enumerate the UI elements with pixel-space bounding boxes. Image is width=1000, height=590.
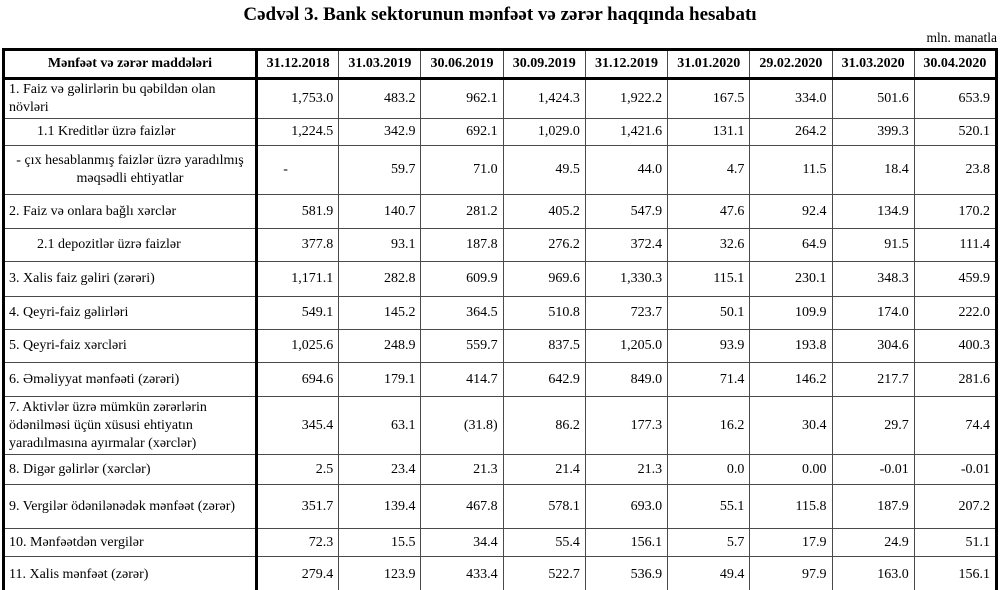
value-cell: 187.9 xyxy=(832,485,914,529)
value-cell: 334.0 xyxy=(750,79,832,119)
header-row xyxy=(4,50,997,79)
value-cell: 55.4 xyxy=(503,529,585,557)
value-cell: 64.9 xyxy=(750,229,832,262)
value-cell: 264.2 xyxy=(750,119,832,146)
value-cell: 433.4 xyxy=(421,557,503,590)
value-cell: 723.7 xyxy=(585,297,667,330)
value-cell: 549.1 xyxy=(257,297,339,330)
value-cell: 111.4 xyxy=(914,229,996,262)
value-cell: 694.6 xyxy=(257,363,339,397)
row-label: 7. Aktivlər üzrə mümkün zərərlərin ödənilməsi üçün xüsusi ehtiyatın yaradılmasına ayırmalar (xərclər) xyxy=(4,397,257,455)
value-cell: 167.5 xyxy=(668,79,750,119)
value-cell: 279.4 xyxy=(257,557,339,590)
value-cell: 282.8 xyxy=(339,262,421,297)
value-cell: 177.3 xyxy=(585,397,667,455)
row-label: 2.1 depozitlər üzrə faizlər xyxy=(4,229,257,262)
value-cell: 1,330.3 xyxy=(585,262,667,297)
value-cell: 50.1 xyxy=(668,297,750,330)
table-row xyxy=(4,262,997,297)
value-cell: 59.7 xyxy=(339,146,421,195)
value-cell: 248.9 xyxy=(339,330,421,363)
table-row xyxy=(4,397,997,455)
value-cell: 837.5 xyxy=(503,330,585,363)
value-cell: 207.2 xyxy=(914,485,996,529)
date-column-header: 29.02.2020 xyxy=(750,50,832,79)
value-cell: 222.0 xyxy=(914,297,996,330)
value-cell: 123.9 xyxy=(339,557,421,590)
value-cell: 642.9 xyxy=(503,363,585,397)
value-cell: 304.6 xyxy=(832,330,914,363)
value-cell: 348.3 xyxy=(832,262,914,297)
value-cell: 1,029.0 xyxy=(503,119,585,146)
value-cell: 15.5 xyxy=(339,529,421,557)
value-cell: 653.9 xyxy=(914,79,996,119)
value-cell: 345.4 xyxy=(257,397,339,455)
value-cell: 520.1 xyxy=(914,119,996,146)
value-cell: (31.8) xyxy=(421,397,503,455)
date-column-header: 31.12.2018 xyxy=(257,50,339,79)
value-cell: 217.7 xyxy=(832,363,914,397)
value-cell: 170.2 xyxy=(914,195,996,229)
value-cell: 32.6 xyxy=(668,229,750,262)
row-label: 4. Qeyri-faiz gəlirləri xyxy=(4,297,257,330)
value-cell: 693.0 xyxy=(585,485,667,529)
value-cell: 140.7 xyxy=(339,195,421,229)
row-label: 3. Xalis faiz gəliri (zərəri) xyxy=(4,262,257,297)
value-cell: 23.8 xyxy=(914,146,996,195)
value-cell: 692.1 xyxy=(421,119,503,146)
value-cell: 281.2 xyxy=(421,195,503,229)
value-cell: 44.0 xyxy=(585,146,667,195)
value-cell: 609.9 xyxy=(421,262,503,297)
value-cell: 156.1 xyxy=(914,557,996,590)
value-cell: 179.1 xyxy=(339,363,421,397)
value-cell: 1,922.2 xyxy=(585,79,667,119)
value-cell: 49.4 xyxy=(668,557,750,590)
value-cell: 581.9 xyxy=(257,195,339,229)
value-cell: 93.1 xyxy=(339,229,421,262)
table-row xyxy=(4,297,997,330)
value-cell: 536.9 xyxy=(585,557,667,590)
value-cell: - xyxy=(257,146,339,195)
value-cell: 163.0 xyxy=(832,557,914,590)
value-cell: 109.9 xyxy=(750,297,832,330)
row-label: 5. Qeyri-faiz xərcləri xyxy=(4,330,257,363)
value-cell: 483.2 xyxy=(339,79,421,119)
value-cell: 400.3 xyxy=(914,330,996,363)
value-cell: 342.9 xyxy=(339,119,421,146)
value-cell: 405.2 xyxy=(503,195,585,229)
value-cell: 1,025.6 xyxy=(257,330,339,363)
date-column-header: 31.12.2019 xyxy=(585,50,667,79)
value-cell: 51.1 xyxy=(914,529,996,557)
page-title: Cədvəl 3. Bank sektorunun mənfəət və zərər haqqında hesabatı xyxy=(243,4,757,25)
value-cell: 1,753.0 xyxy=(257,79,339,119)
table-row xyxy=(4,79,997,119)
value-cell: 193.8 xyxy=(750,330,832,363)
value-cell: 2.5 xyxy=(257,455,339,485)
table-row xyxy=(4,229,997,262)
value-cell: 16.2 xyxy=(668,397,750,455)
profit-loss-table xyxy=(2,48,998,590)
value-cell: 510.8 xyxy=(503,297,585,330)
value-cell: 134.9 xyxy=(832,195,914,229)
date-column-header: 30.04.2020 xyxy=(914,50,996,79)
value-cell: 414.7 xyxy=(421,363,503,397)
value-cell: 93.9 xyxy=(668,330,750,363)
value-cell: 230.1 xyxy=(750,262,832,297)
value-cell: 849.0 xyxy=(585,363,667,397)
row-label: 10. Mənfəətdən vergilər xyxy=(4,529,257,557)
date-column-header: 31.01.2020 xyxy=(668,50,750,79)
value-cell: 5.7 xyxy=(668,529,750,557)
value-cell: 29.7 xyxy=(832,397,914,455)
value-cell: 23.4 xyxy=(339,455,421,485)
value-cell: 174.0 xyxy=(832,297,914,330)
value-cell: 1,205.0 xyxy=(585,330,667,363)
value-cell: 146.2 xyxy=(750,363,832,397)
value-cell: 459.9 xyxy=(914,262,996,297)
value-cell: 71.0 xyxy=(421,146,503,195)
value-cell: 34.4 xyxy=(421,529,503,557)
date-column-header: 31.03.2020 xyxy=(832,50,914,79)
table-row xyxy=(4,363,997,397)
value-cell: 63.1 xyxy=(339,397,421,455)
value-cell: 18.4 xyxy=(832,146,914,195)
value-cell: 92.4 xyxy=(750,195,832,229)
row-label: 2. Faiz və onlara bağlı xərclər xyxy=(4,195,257,229)
table-head xyxy=(4,50,997,79)
row-label: 1.1 Kreditlər üzrə faizlər xyxy=(4,119,257,146)
date-column-header: 30.06.2019 xyxy=(421,50,503,79)
row-label: 6. Əməliyyat mənfəəti (zərəri) xyxy=(4,363,257,397)
table-row xyxy=(4,330,997,363)
table-row xyxy=(4,455,997,485)
value-cell: 72.3 xyxy=(257,529,339,557)
value-cell: 1,224.5 xyxy=(257,119,339,146)
value-cell: 0.0 xyxy=(668,455,750,485)
table-row xyxy=(4,557,997,590)
value-cell: 21.4 xyxy=(503,455,585,485)
value-cell: 55.1 xyxy=(668,485,750,529)
table-row xyxy=(4,119,997,146)
value-cell: 21.3 xyxy=(421,455,503,485)
value-cell: 969.6 xyxy=(503,262,585,297)
value-cell: 1,424.3 xyxy=(503,79,585,119)
value-cell: 49.5 xyxy=(503,146,585,195)
value-cell: 962.1 xyxy=(421,79,503,119)
value-cell: 145.2 xyxy=(339,297,421,330)
value-cell: 4.7 xyxy=(668,146,750,195)
items-column-header: Mənfəət və zərər maddələri xyxy=(4,50,257,79)
value-cell: 30.4 xyxy=(750,397,832,455)
table-row xyxy=(4,485,997,529)
table-row xyxy=(4,529,997,557)
value-cell: 399.3 xyxy=(832,119,914,146)
value-cell: 501.6 xyxy=(832,79,914,119)
value-cell: 351.7 xyxy=(257,485,339,529)
value-cell: 97.9 xyxy=(750,557,832,590)
value-cell: 467.8 xyxy=(421,485,503,529)
value-cell: 578.1 xyxy=(503,485,585,529)
row-label: 1. Faiz və gəlirlərin bu qəbildən olan növləri xyxy=(4,79,257,119)
value-cell: 0.00 xyxy=(750,455,832,485)
value-cell: 187.8 xyxy=(421,229,503,262)
row-label: 9. Vergilər ödənilənədək mənfəət (zərər) xyxy=(4,485,257,529)
value-cell: 24.9 xyxy=(832,529,914,557)
value-cell: 74.4 xyxy=(914,397,996,455)
value-cell: 547.9 xyxy=(585,195,667,229)
value-cell: 91.5 xyxy=(832,229,914,262)
table-row xyxy=(4,195,997,229)
row-label: 11. Xalis mənfəət (zərər) xyxy=(4,557,257,590)
table-row xyxy=(4,146,997,195)
value-cell: 11.5 xyxy=(750,146,832,195)
date-column-header: 30.09.2019 xyxy=(503,50,585,79)
value-cell: -0.01 xyxy=(914,455,996,485)
value-cell: 377.8 xyxy=(257,229,339,262)
value-cell: 17.9 xyxy=(750,529,832,557)
table-body xyxy=(4,79,997,590)
value-cell: 21.3 xyxy=(585,455,667,485)
row-label: 8. Digər gəlirlər (xərclər) xyxy=(4,455,257,485)
value-cell: 131.1 xyxy=(668,119,750,146)
value-cell: 522.7 xyxy=(503,557,585,590)
value-cell: 372.4 xyxy=(585,229,667,262)
row-label: - çıx hesablanmış faizlər üzrə yaradılmış məqsədli ehtiyatlar xyxy=(4,146,257,195)
date-column-header: 31.03.2019 xyxy=(339,50,421,79)
value-cell: 364.5 xyxy=(421,297,503,330)
value-cell: 115.1 xyxy=(668,262,750,297)
value-cell: 71.4 xyxy=(668,363,750,397)
value-cell: 276.2 xyxy=(503,229,585,262)
value-cell: 156.1 xyxy=(585,529,667,557)
value-cell: 559.7 xyxy=(421,330,503,363)
value-cell: 281.6 xyxy=(914,363,996,397)
value-cell: 139.4 xyxy=(339,485,421,529)
unit-note: mln. manatla xyxy=(926,30,997,45)
value-cell: 1,171.1 xyxy=(257,262,339,297)
value-cell: 115.8 xyxy=(750,485,832,529)
value-cell: 86.2 xyxy=(503,397,585,455)
value-cell: 47.6 xyxy=(668,195,750,229)
value-cell: 1,421.6 xyxy=(585,119,667,146)
value-cell: -0.01 xyxy=(832,455,914,485)
